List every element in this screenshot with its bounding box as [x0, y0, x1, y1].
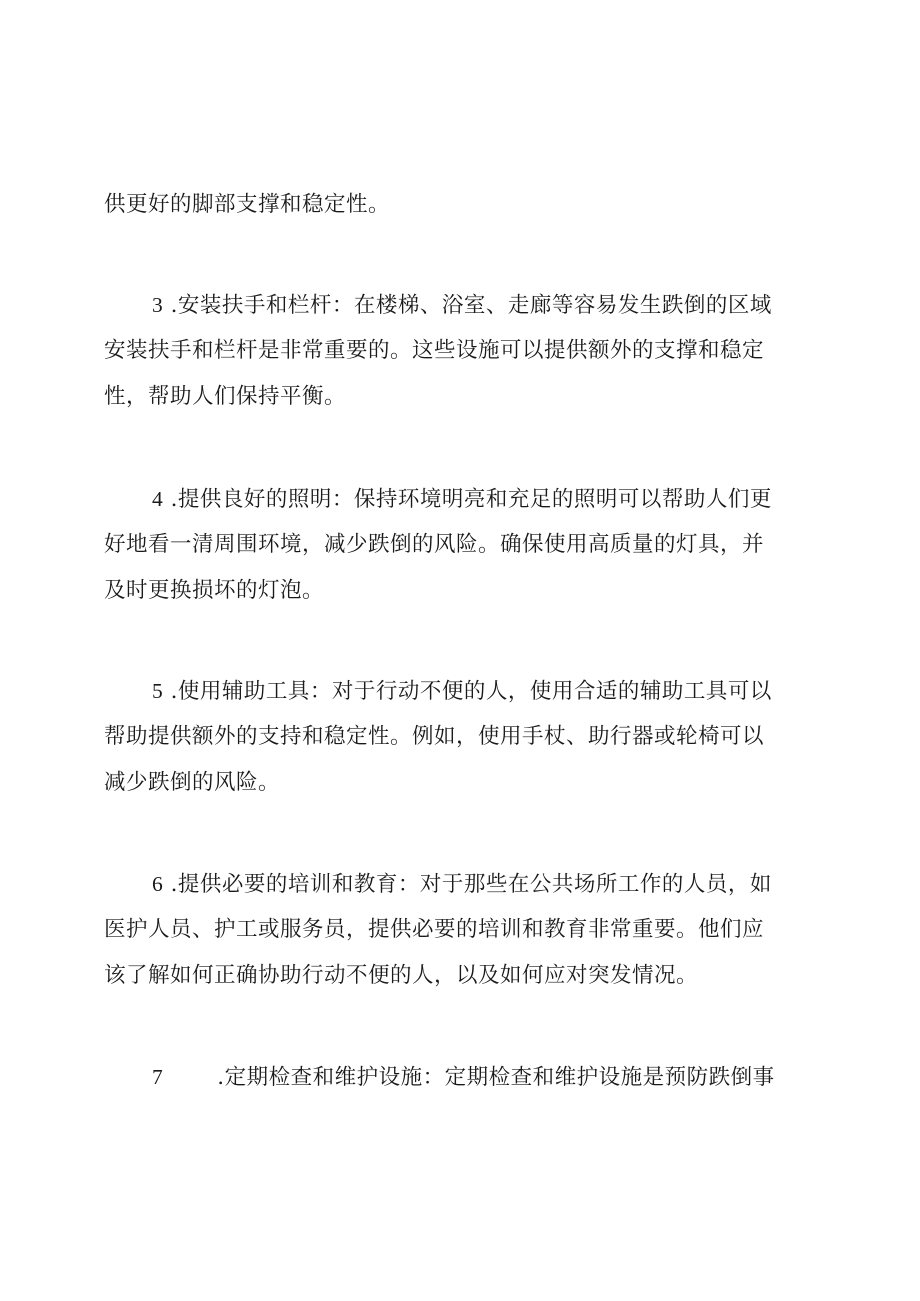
- text-line: 供更好的脚部支撑和稳定性。: [104, 192, 391, 217]
- paragraph-item-6: [104, 861, 816, 999]
- text-line-content: .定期检查和维护设施：定期检查和维护设施是预防跌倒事: [217, 1065, 775, 1090]
- text-line: 好地看一清周围环境，减少跌倒的风险。确保使用高质量的灯具，并: [104, 532, 765, 557]
- text-line: 医护人员、护工或服务员，提供必要的培训和教育非常重要。他们应: [104, 917, 765, 942]
- text-line-content: .提供良好的照明：保持环境明亮和充足的照明可以帮助人们更: [163, 487, 772, 512]
- item-number: 6: [152, 872, 164, 896]
- item-number: 4: [152, 487, 164, 511]
- text-line: 该了解如何正确协助行动不便的人，以及如何应对突发情况。: [104, 963, 699, 988]
- text-line: 及时更换损坏的灯泡。: [104, 578, 325, 603]
- text-line-content: .使用辅助工具：对于行动不便的人，使用合适的辅助工具可以: [163, 679, 772, 704]
- item-number: 5: [152, 679, 164, 703]
- text-line: 安装扶手和栏杆是非常重要的。这些设施可以提供额外的支撑和稳定: [104, 338, 765, 363]
- text-line: [104, 476, 816, 522]
- paragraph-item-4: [104, 476, 816, 614]
- paragraph-item-7: [104, 1054, 816, 1100]
- paragraph-item-5: [104, 668, 816, 806]
- text-line-content: .提供必要的培训和教育：对于那些在公共场所工作的人员，如: [163, 872, 772, 897]
- text-line: [104, 861, 816, 907]
- text-line: 减少跌倒的风险。: [104, 770, 281, 795]
- text-line-content: .安装扶手和栏杆：在楼梯、浴室、走廊等容易发生跌倒的区域: [163, 293, 772, 318]
- text-line: [104, 668, 816, 714]
- paragraph-continuation: [104, 182, 816, 228]
- text-line: 帮助提供额外的支持和稳定性。例如，使用手杖、助行器或轮椅可以: [104, 724, 765, 749]
- text-line: [104, 282, 816, 328]
- item-number: 3: [152, 293, 164, 317]
- item-number: 7: [152, 1065, 164, 1089]
- text-line: 性，帮助人们保持平衡。: [104, 384, 347, 409]
- text-line: [104, 1054, 816, 1100]
- paragraph-item-3: [104, 282, 816, 420]
